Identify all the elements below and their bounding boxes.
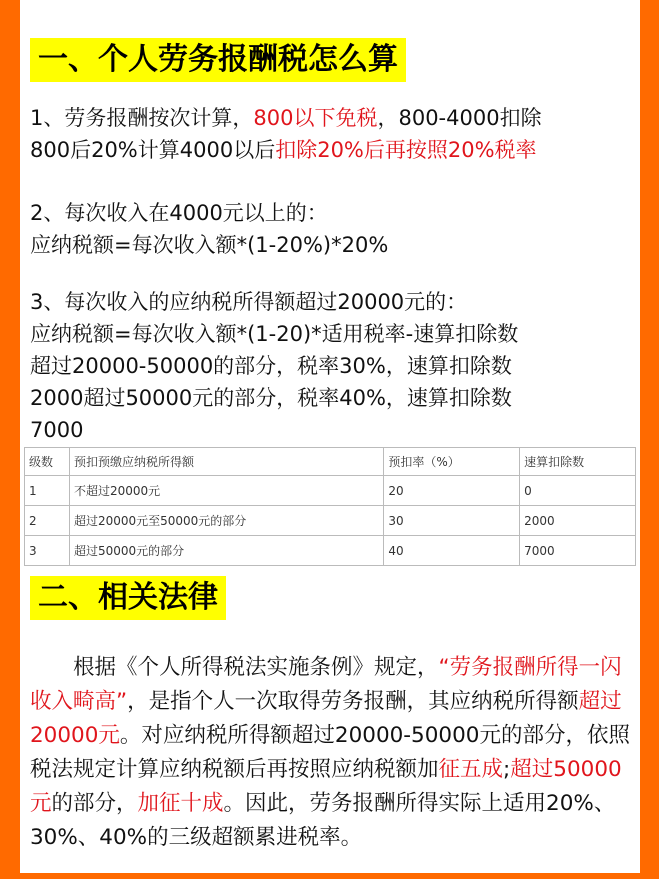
- highlight-text: 扣除20%后再按照20%税率: [275, 138, 537, 162]
- text-segment: 。对应纳税所得额超过20000-50000元的部分，依照税法规定计算应纳税额后再按照应纳税额加: [30, 723, 630, 782]
- table-header-row: [25, 448, 636, 476]
- paragraph-3-line-1: 3、每次收入的应纳税所得额超过20000元的：: [30, 290, 468, 314]
- table-cell: 40: [384, 536, 520, 566]
- paragraph-1-line-2: [30, 134, 636, 166]
- table-cell: 超过20000元至50000元的部分: [69, 506, 383, 536]
- table-cell: 0: [520, 476, 636, 506]
- text-segment: 1、劳务报酬按次计算，: [30, 106, 254, 130]
- column-header: 预扣率（%）: [384, 448, 520, 476]
- table-cell: 1: [25, 476, 70, 506]
- article-card: [20, 0, 640, 879]
- paragraph-3-line-3: 超过20000-50000的部分，税率30%，速算扣除数: [30, 354, 512, 378]
- table-cell: 20: [384, 476, 520, 506]
- text-segment: 。因此，劳务报酬所得实际上适用20%、30%、40%的三级超额累进税率。: [30, 791, 616, 850]
- table-cell: 超过50000元的部分: [69, 536, 383, 566]
- column-header: 预扣预缴应纳税所得额: [69, 448, 383, 476]
- section-title-calculation: 一、个人劳务报酬税怎么算: [30, 38, 406, 82]
- table-cell: 不超过20000元: [69, 476, 383, 506]
- paragraph-3: [30, 286, 636, 446]
- paragraph-3-line-4: 2000超过50000元的部分，税率40%，速算扣除数: [30, 386, 512, 410]
- column-header: 速算扣除数: [520, 448, 636, 476]
- table-row: [25, 506, 636, 536]
- tax-rate-table: [24, 447, 636, 566]
- paragraph-3-line-5: 7000: [30, 418, 84, 442]
- table-cell: 7000: [520, 536, 636, 566]
- highlight-text: 加征十成: [137, 791, 224, 816]
- highlight-text: 超过20000元: [30, 689, 622, 748]
- table-cell: 2: [25, 506, 70, 536]
- paragraph-1-line-1: [30, 102, 636, 134]
- law-paragraph: [30, 651, 640, 855]
- section-title-law: 二、相关法律: [30, 576, 226, 620]
- paragraph-1: [30, 102, 636, 166]
- text-segment: 800后20%计算4000以后: [30, 138, 276, 162]
- highlight-text: “劳务报酬所得一闪收入畸高”: [30, 655, 622, 714]
- paragraph-3-line-2: 应纳税额=每次收入额*(1-20)*适用税率-速算扣除数: [30, 322, 519, 346]
- table-cell: 3: [25, 536, 70, 566]
- highlight-text: 超过50000元: [30, 757, 622, 816]
- column-header: 级数: [25, 448, 70, 476]
- table-cell: 2000: [520, 506, 636, 536]
- text-segment: ，800-4000扣除: [377, 106, 542, 130]
- table-row: [25, 476, 636, 506]
- highlight-text: 800以下免税: [253, 106, 378, 130]
- highlight-text: 征五成: [438, 757, 504, 782]
- table-cell: 30: [384, 506, 520, 536]
- text-segment: ，是指个人一次取得劳务报酬，其应纳税所得额: [127, 689, 579, 714]
- text-segment: 根据《个人所得税法实施条例》规定，: [73, 655, 439, 680]
- paragraph-2-line-1: 2、每次收入在4000元以上的：: [30, 201, 328, 225]
- paragraph-2: [30, 197, 636, 261]
- text-segment: 的部分，: [51, 791, 138, 816]
- paragraph-2-line-2: 应纳税额=每次收入额*(1-20%)*20%: [30, 233, 389, 257]
- text-segment: ;: [503, 757, 511, 782]
- table-row: [25, 536, 636, 566]
